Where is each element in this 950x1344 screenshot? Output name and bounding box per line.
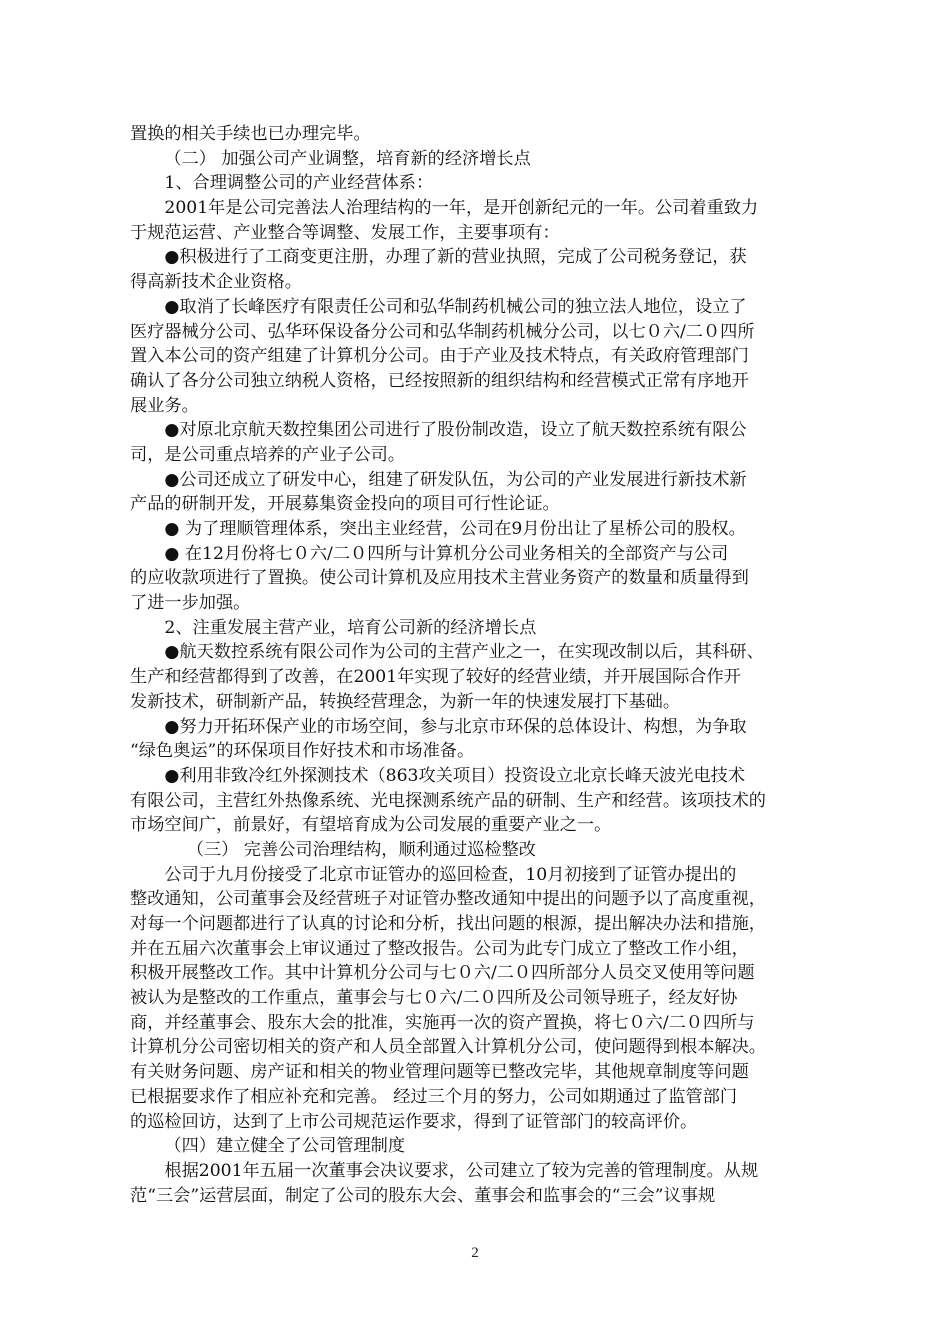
text-line: 2001年是公司完善法人治理结构的一年，是开创新纪元的一年。公司着重致力 bbox=[164, 198, 759, 219]
text-line: “绿色奥运”的环保项目作好技术和市场准备。 bbox=[130, 741, 475, 762]
text-line: 商，并经董事会、股东大会的批准，实施再一次的资产置换，将七０六/二０四所与 bbox=[130, 1012, 755, 1033]
text-line: 司，是公司重点培养的产业子公司。 bbox=[130, 444, 406, 465]
page-number: 2 bbox=[471, 1245, 479, 1261]
text-line: 生产和经营都得到了改善，在2001年实现了较好的经营业绩，并开展国际合作开 bbox=[130, 667, 741, 688]
text-line: ●积极进行了工商变更注册，办理了新的营业执照，完成了公司税务登记，获 bbox=[164, 247, 747, 268]
document-body bbox=[130, 122, 835, 1208]
text-line: 计算机分公司密切相关的资产和人员全部置入计算机分公司，使问题得到根本解决。 bbox=[130, 1037, 766, 1058]
text-line: 根据2001年五届一次董事会决议要求，公司建立了较为完善的管理制度。从规 bbox=[164, 1160, 759, 1181]
text-line: 2、注重发展主营产业，培育公司新的经济增长点 bbox=[164, 617, 537, 638]
text-line: （二） 加强公司产业调整，培育新的经济增长点 bbox=[164, 148, 531, 169]
text-line: ●努力开拓环保产业的市场空间，参与北京市环保的总体设计、构想，为争取 bbox=[164, 716, 747, 737]
text-line: ●航天数控系统有限公司作为公司的主营产业之一，在实现改制以后，其科研、 bbox=[164, 642, 764, 663]
text-line: ●取消了长峰医疗有限责任公司和弘华制药机械公司的独立法人地位，设立了 bbox=[164, 296, 747, 317]
text-line: 展业务。 bbox=[130, 395, 199, 416]
text-line: 的巡检回访，达到了上市公司规范运作要求，得到了证管部门的较高评价。 bbox=[130, 1111, 698, 1132]
text-line: 得高新技术企业资格。 bbox=[130, 272, 302, 293]
text-line: 对每一个问题都进行了认真的讨论和分析，找出问题的根源，提出解决办法和措施， bbox=[130, 914, 766, 934]
text-line: 于规范运营、产业整合等调整、发展工作，主要事项有： bbox=[130, 222, 560, 243]
text-line: 医疗器械分公司、弘华环保设备分公司和弘华制药机械分公司，以七０六/二０四所 bbox=[130, 321, 755, 342]
text-line: 有关财务问题、房产证和相关的物业管理问题等已整改完毕，其他规章制度等问题 bbox=[130, 1062, 749, 1083]
text-line: ●对原北京航天数控集团公司进行了股份制改造，设立了航天数控系统有限公 bbox=[164, 420, 747, 441]
text-line: 1、合理调整公司的产业经营体系： bbox=[164, 173, 434, 194]
text-line: 积极开展整改工作。其中计算机分公司与七０六/二０四所部分人员交叉使用等问题 bbox=[130, 963, 755, 984]
text-line: （三） 完善公司治理结构，顺利通过巡检整改 bbox=[186, 839, 536, 860]
text-line: 发新技术，研制新产品，转换经营理念，为新一年的快速发展打下基础。 bbox=[130, 691, 681, 712]
text-line: 市场空间广，前景好，有望培育成为公司发展的重要产业之一。 bbox=[130, 815, 612, 836]
text-line: ● 为了理顺管理体系，突出主业经营，公司在9月份出让了星桥公司的股权。 bbox=[164, 519, 746, 539]
text-line: ● 在12月份将七０六/二０四所与计算机分公司业务相关的全部资产与公司 bbox=[164, 543, 729, 564]
text-line: 整改通知，公司董事会及经营班子对证管办整改通知中提出的问题予以了高度重视， bbox=[130, 889, 766, 910]
text-line: （四）建立健全了公司管理制度 bbox=[164, 1136, 406, 1157]
text-line: 公司于九月份接受了北京市证管办的巡回检查，10月初接到了证管办提出的 bbox=[164, 864, 737, 885]
text-line: 产品的研制开发，开展募集资金投向的项目可行性论证。 bbox=[130, 494, 560, 515]
text-line: 了进一步加强。 bbox=[130, 593, 251, 614]
text-line: 置入本公司的资产组建了计算机分公司。由于产业及技术特点，有关政府管理部门 bbox=[130, 346, 749, 367]
text-line: ●公司还成立了研发中心，组建了研发队伍，为公司的产业发展进行新技术新 bbox=[164, 469, 747, 490]
text-line: 范“三会”运营层面，制定了公司的股东大会、董事会和监事会的“三会”议事规 bbox=[130, 1185, 716, 1206]
text-line: 已根据要求作了相应补充和完善。 经过三个月的努力，公司如期通过了监管部门 bbox=[130, 1086, 738, 1107]
text-line: 被认为是整改的工作重点，董事会与七０六/二０四所及公司领导班子，经友好协 bbox=[130, 988, 738, 1009]
text-line: ●利用非致冷红外探测技术（863攻关项目）投资设立北京长峰天波光电技术 bbox=[164, 765, 746, 786]
text-line: 确认了各分公司独立纳税人资格，已经按照新的组织结构和经营模式正常有序地开 bbox=[130, 370, 749, 391]
text-line: 有限公司，主营红外热像系统、光电探测系统产品的研制、生产和经营。该项技术的 bbox=[130, 790, 766, 811]
text-line: 置换的相关手续也已办理完毕。 bbox=[130, 124, 371, 144]
text-line: 的应收款项进行了置换。使公司计算机及应用技术主营业务资产的数量和质量得到 bbox=[130, 568, 749, 589]
text-line: 并在五届六次董事会上审议通过了整改报告。公司为此专门成立了整改工作小组， bbox=[130, 938, 749, 959]
